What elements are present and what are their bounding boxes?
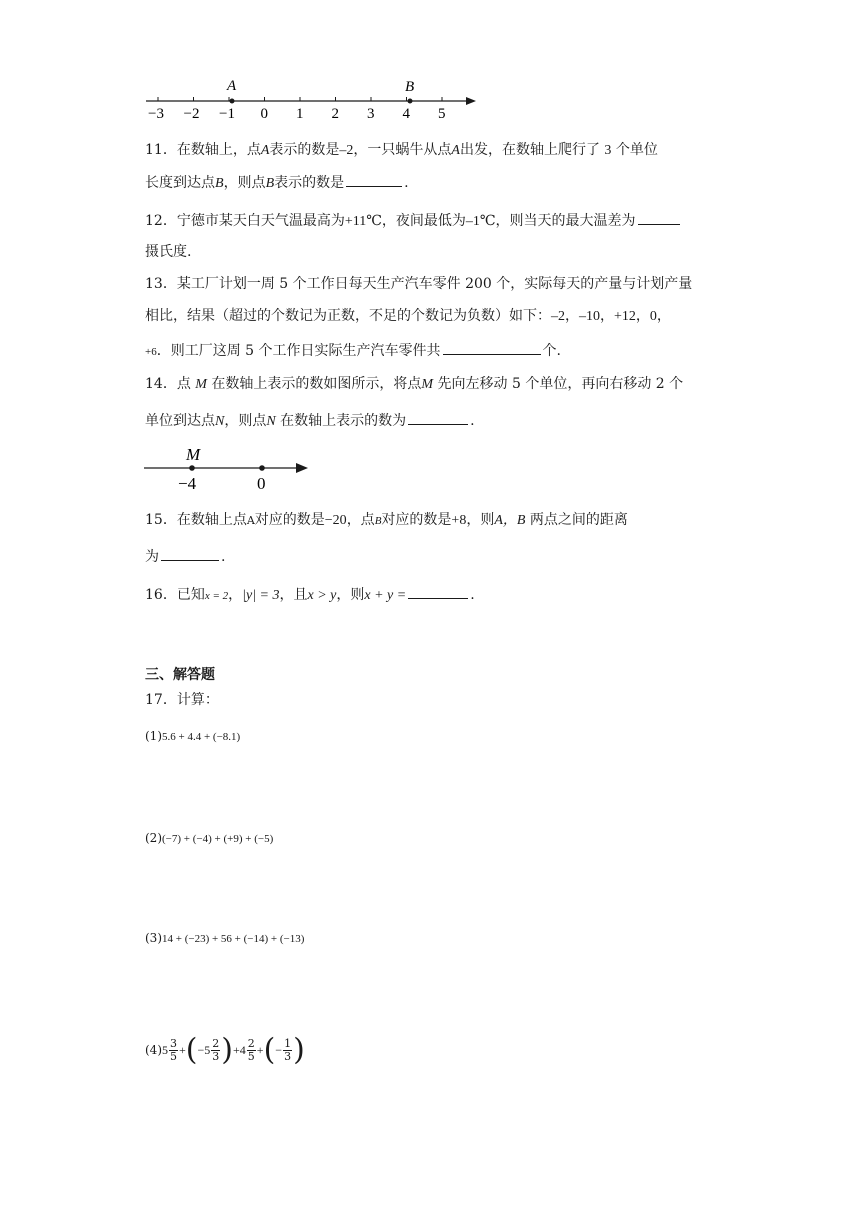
arrow-head-icon bbox=[296, 463, 308, 473]
tick-label: 5 bbox=[438, 106, 446, 122]
q13-line2: 相比，结果（超过的个数记为正数，不足的个数记为负数）如下：–2，–10，+12，0， bbox=[145, 308, 671, 324]
q13-answer-blank[interactable] bbox=[443, 340, 541, 355]
q11-line1: 11．在数轴上，点A表示的数是–2，一只蜗牛从点A出发，在数轴上爬行了 3 个单位 bbox=[145, 142, 658, 158]
tick-label-0: 0 bbox=[257, 474, 266, 493]
q14-line2: 单位到达点N，则点N 在数轴上表示的数为 . bbox=[145, 410, 475, 432]
tick-label: −1 bbox=[219, 106, 235, 122]
tick-label: 2 bbox=[331, 106, 339, 122]
tick-label: 3 bbox=[367, 106, 375, 122]
q13-line1: 13．某工厂计划一周 5 个工作日每天生产汽车零件 200 个，实际每天的产量与计划产量 bbox=[145, 276, 693, 292]
point-a-label: A bbox=[227, 78, 237, 94]
tick-label: 1 bbox=[296, 106, 304, 122]
fraction: $\frac{2}{3}$ bbox=[212, 1037, 220, 1063]
tick-label: −3 bbox=[148, 106, 164, 122]
q12-line2: 摄氏度. bbox=[145, 244, 192, 260]
section-title: 三、解答题 bbox=[145, 667, 215, 683]
q14-line1: 14．点 M 在数轴上表示的数如图所示，将点M 先向左移动 5 个单位，再向右移动 2 个 bbox=[145, 376, 684, 392]
fraction: $\frac{2}{5}$ bbox=[247, 1037, 255, 1063]
point-b-dot bbox=[408, 99, 413, 104]
number-line-m bbox=[140, 442, 315, 494]
tick-label: 4 bbox=[402, 106, 410, 122]
q16-line: 16．已知x = 2，|y| = 3，且x > y，则x + y = . bbox=[145, 584, 475, 606]
q11-answer-blank[interactable] bbox=[346, 172, 402, 187]
point-a-dot bbox=[230, 99, 235, 104]
q15-line2: 为 . bbox=[145, 546, 225, 567]
tick-label: 0 bbox=[260, 106, 268, 122]
number-line-ab bbox=[140, 72, 485, 124]
fraction: $\frac{3}{5}$ bbox=[170, 1037, 177, 1063]
q12-line1: 12．宁德市某天白天气温最高为+11℃，夜间最低为–1℃，则当天的最大温差为 bbox=[145, 210, 682, 232]
point-b-label: B bbox=[405, 79, 415, 95]
arrow-head-icon bbox=[466, 97, 476, 105]
q11-number: 11． bbox=[145, 142, 177, 158]
q15-line1: 15．在数轴上点A对应的数是−20，点B对应的数是+8，则A，B 两点之间的距离 bbox=[145, 512, 628, 528]
q17-part1: (1)5.6 + 4.4 + (−8.1) bbox=[145, 729, 241, 743]
q14-answer-blank[interactable] bbox=[408, 410, 468, 425]
q17-part2: (2)(−7) + (−4) + (+9) + (−5) bbox=[145, 831, 274, 845]
q17-part4: (4)5 $\frac{3}{5}$ +(−5 $\frac{2}{3}$ )+4 $\frac{2}{5}$ +(− $\frac{1}{3}$ ) bbox=[145, 1032, 305, 1068]
q13-line3: +6．则工厂这周 5 个工作日实际生产汽车零件共 个. bbox=[145, 340, 561, 362]
point-m-dot bbox=[189, 465, 195, 471]
q12-answer-blank[interactable] bbox=[638, 210, 680, 225]
q17-part3: (3)14 + (−23) + 56 + (−14) + (−13) bbox=[145, 931, 305, 945]
tick-label: −2 bbox=[183, 106, 200, 122]
q16-answer-blank[interactable] bbox=[408, 584, 468, 599]
point-zero-dot bbox=[259, 465, 265, 471]
fraction: $\frac{1}{3}$ bbox=[284, 1037, 292, 1063]
q15-answer-blank[interactable] bbox=[161, 546, 219, 561]
q17-title: 17．计算： bbox=[145, 692, 219, 708]
point-m-label: M bbox=[186, 445, 201, 464]
tick-label-neg4: −4 bbox=[178, 474, 197, 493]
q11-line2: 长度到达点B，则点B表示的数是 . bbox=[145, 172, 409, 194]
